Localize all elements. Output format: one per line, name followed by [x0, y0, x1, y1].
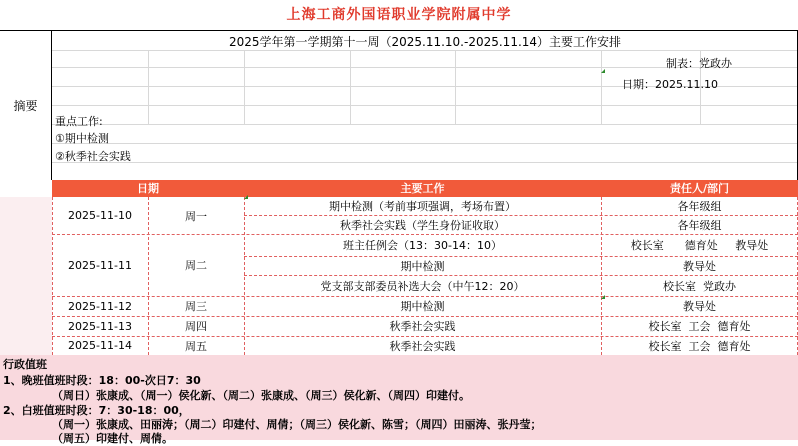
- work-cell: 期中检测: [400, 300, 445, 313]
- work-cell: 党支部支部委员补选大会（中午12：20）: [320, 279, 525, 293]
- header-date: 日期: [52, 180, 244, 197]
- weekday-cell: 周五: [185, 339, 207, 353]
- date-cell: 2025-11-14: [68, 339, 132, 352]
- school-title: 上海工商外国语职业学院附属中学: [286, 7, 512, 23]
- duty-line: 1、晚班值班时段：18：00-次日7：30: [3, 374, 201, 387]
- duty-line: 2、白班值班时段：7：30-18：00，: [3, 404, 190, 417]
- header-main-work: 主要工作: [244, 180, 601, 197]
- duty-line: （周一）张康成、田丽涛；（周二）印建付、周倩；（周三）侯化新、陈雪；（周四）田丽涛、张丹莹；: [52, 418, 542, 431]
- date-cell: 2025-11-10: [68, 209, 132, 222]
- made-by: 制表：党政办: [666, 57, 732, 70]
- work-cell: 班主任例会（13：30-14：10）: [343, 239, 502, 252]
- weekday-cell: 周三: [185, 300, 207, 313]
- owner-cell: 校长室 工会 德育处: [648, 320, 751, 333]
- owner-cell: 各年级组: [677, 218, 722, 232]
- comment-marker-icon: [244, 195, 248, 199]
- focus-item: ②秋季社会实践: [55, 150, 131, 163]
- work-cell: 期中检测: [400, 259, 445, 273]
- work-cell: 期中检测（考前事项强调，考场布置）: [329, 200, 516, 213]
- duty-heading: 行政值班: [3, 358, 47, 371]
- weekday-cell: 周四: [185, 320, 207, 333]
- owner-cell: 校长室 党政办: [663, 279, 736, 293]
- summary-label: 摘要: [0, 30, 52, 180]
- date-cell: 2025-11-11: [68, 258, 132, 272]
- duty-line: （周五）印建付、周倩。: [52, 432, 173, 445]
- work-cell: 秋季社会实践（学生身份证收取）: [340, 218, 505, 232]
- focus-heading: 重点工作:: [55, 115, 103, 128]
- weekday-cell: 周一: [185, 209, 207, 223]
- work-cell: 秋季社会实践: [389, 320, 456, 333]
- weekday-cell: 周二: [185, 259, 207, 272]
- owner-cell: 校长室 德育处 教导处: [630, 239, 769, 252]
- focus-item: ①期中检测: [55, 132, 109, 145]
- report-date: 日期：2025.11.10: [622, 78, 718, 91]
- date-cell: 2025-11-13: [68, 319, 132, 333]
- work-cell: 秋季社会实践: [389, 339, 456, 353]
- comment-marker-icon: [601, 69, 605, 73]
- owner-cell: 教导处: [683, 300, 716, 313]
- week-title: 2025学年第一学期第十一周（2025.11.10.-2025.11.14）主要工作安排: [228, 35, 622, 49]
- owner-cell: 各年级组: [677, 200, 722, 213]
- owner-cell: 校长室 工会 德育处: [648, 339, 751, 353]
- duty-line: （周日）张康成、（周一）侯化新、（周二）张康成、（周三）侯化新、（周四）印建付。: [52, 389, 470, 402]
- comment-marker-icon: [601, 295, 605, 299]
- owner-cell: 教导处: [683, 259, 716, 273]
- header-owner: 责任人/部门: [601, 180, 798, 197]
- date-cell: 2025-11-12: [68, 299, 132, 313]
